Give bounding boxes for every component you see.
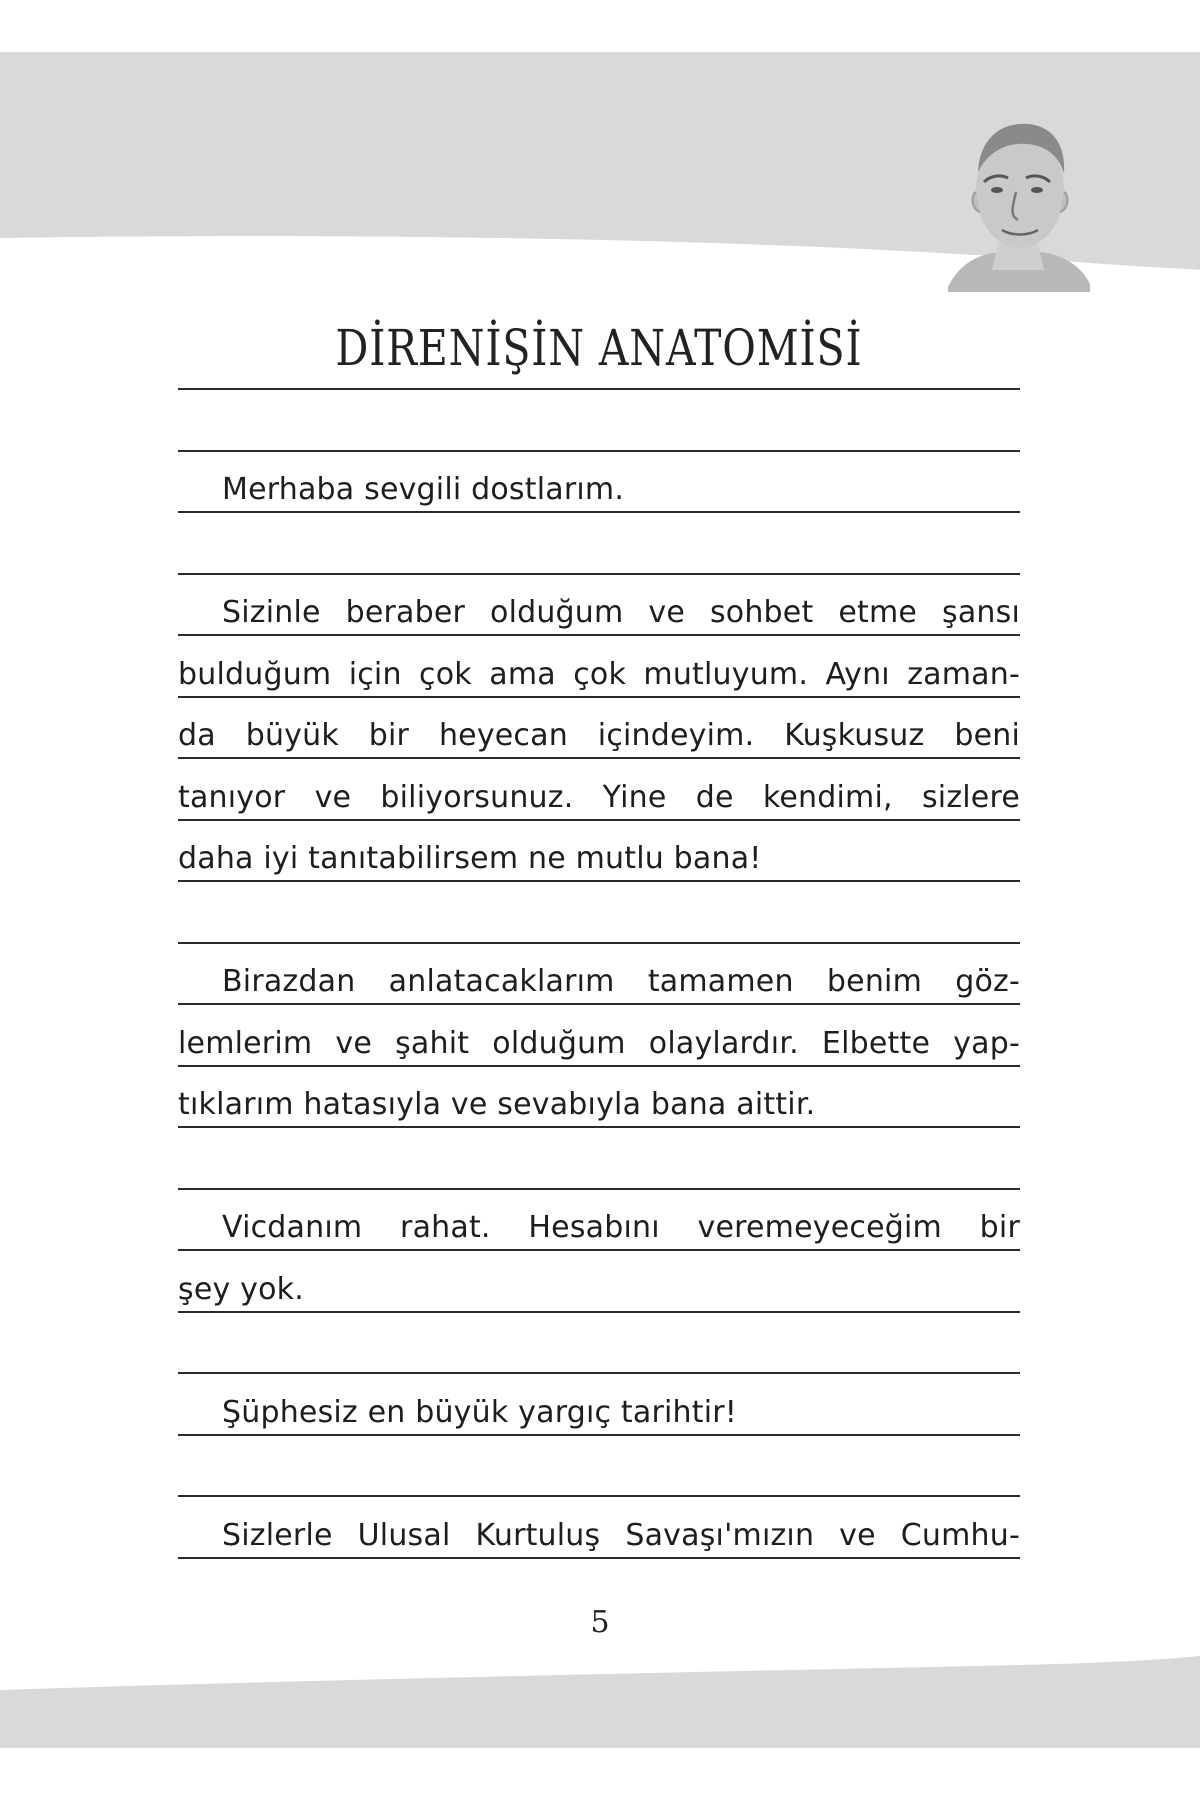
text-line: Şüphesiz en büyük yargıç tarihtir! [222,1394,737,1430]
ruled-line [178,1068,1020,1128]
ruled-line [178,1007,1020,1067]
text-line: bulduğum için çok ama çok mutluyum. Aynı zaman- [178,656,1020,692]
text-line: daha iyi tanıtabilirsem ne mutlu bana! [178,841,762,876]
ruled-line [178,1376,1020,1436]
ruled-line [178,884,1020,944]
text-line: Sizinle beraber olduğum ve sohbet etme şansı [222,595,1020,630]
ruled-line [178,1191,1020,1251]
text-line: Birazdan anlatacaklarım tamamen benim göz- [222,964,1020,999]
ruled-line [178,945,1020,1005]
ruled-line [178,1130,1020,1190]
ruled-line [178,699,1020,759]
ruled-line [178,761,1020,821]
ruled-line [178,1499,1020,1559]
text-line: Sizlerle Ulusal Kurtuluş Savaşı'mızın ve Cumhu- [222,1517,1020,1553]
ruled-line [178,453,1020,513]
ruled-line [178,1314,1020,1374]
ruled-line [178,1253,1020,1313]
ruled-line [178,1437,1020,1497]
text-line: Merhaba sevgili dostlarım. [222,472,625,507]
page-title: DİRENİŞİN ANATOMİSİ [335,319,863,377]
bottom-band [0,1656,1200,1748]
ruled-line [178,638,1020,698]
ruled-line [178,392,1020,452]
text-line: lemlerim ve şahit olduğum olaylardır. Elbette yap- [178,1025,1020,1061]
ruled-line [178,822,1020,882]
page-number: 5 [590,1605,610,1640]
text-line: Vicdanım rahat. Hesabını veremeyeceğim bir [222,1210,1020,1245]
text-line: şey yok. [178,1271,304,1307]
text-line: tanıyor ve biliyorsunuz. Yine de kendimi, sizlere [178,779,1020,815]
title-rule [178,330,1020,390]
text-line: tıklarım hatasıyla ve sevabıyla bana aittir. [178,1087,816,1122]
text-line: da büyük bir heyecan içindeyim. Kuşkusuz beni [178,718,1020,753]
ruled-line [178,515,1020,575]
portrait-illustration [940,112,1090,292]
ruled-line [178,576,1020,636]
